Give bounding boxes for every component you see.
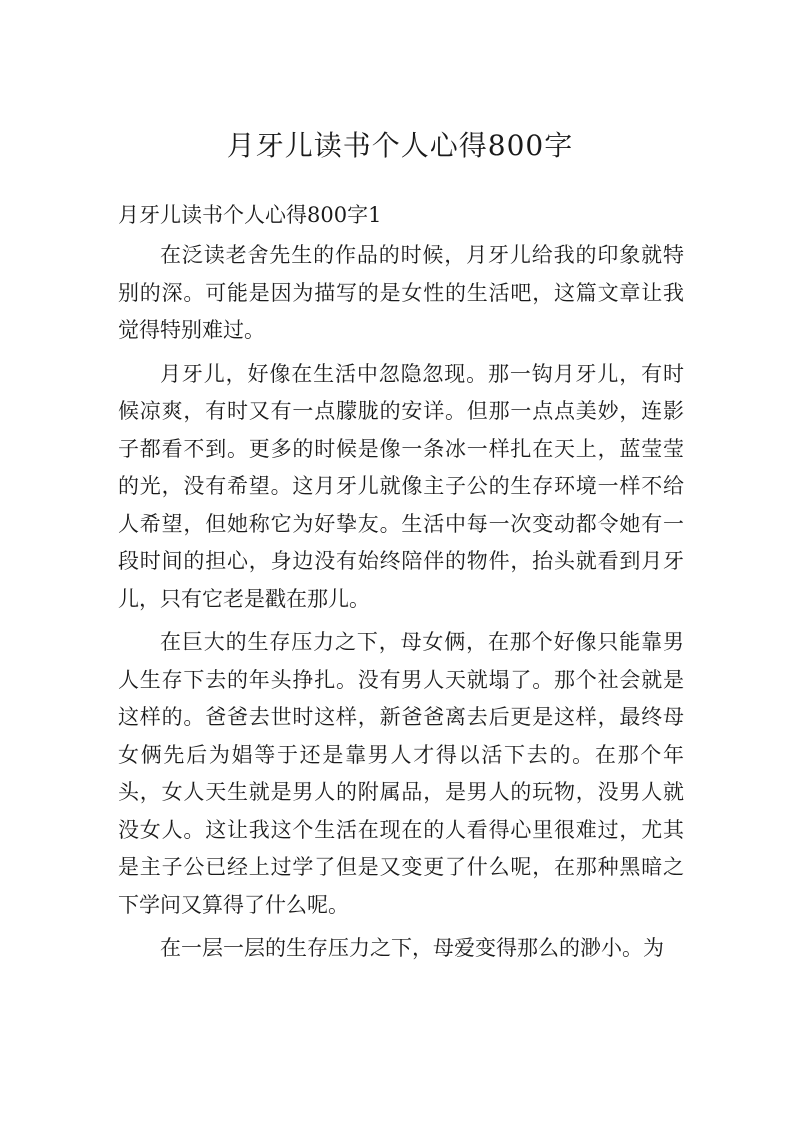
- document-title: 月牙儿读书个人心得800字: [226, 129, 574, 162]
- paragraph-2: 月牙儿，好像在生活中忽隐忽现。那一钩月牙儿，有时候凉爽，有时又有一点朦胧的安详。但那一点点美妙，连影子都看不到。更多的时候是像一条冰一样扎在天上，蓝莹莹的光，没有希望。这月牙儿就像主子公的生存环境一样不给人希望，但她称它为好挚友。生活中每一次变动都令她有一段时间的担心，身边没有始终陪伴的物件，抬头就看到月牙儿，只有它老是戳在那儿。: [118, 361, 684, 611]
- document-body: [118, 237, 684, 974]
- section-heading: 月牙儿读书个人心得800字1: [118, 203, 382, 227]
- paragraph-1: 在泛读老舍先生的作品的时候，月牙儿给我的印象就特别的深。可能是因为描写的是女性的生活吧，这篇文章让我觉得特别难过。: [118, 243, 684, 342]
- paragraph-3: 在巨大的生存压力之下，母女俩，在那个好像只能靠男人生存下去的年头挣扎。没有男人天就塌了。那个社会就是这样的。爸爸去世时这样，新爸爸离去后更是这样，最终母女俩先后为娼等于还是靠男人才得以活下去的。在那个年头，女人天生就是男人的附属品，是男人的玩物，没男人就没女人。这让我这个生活在现在的人看得心里很难过，尤其是主子公已经上过学了但是又变更了什么呢，在那种黑暗之下学问又算得了什么呢。: [118, 630, 684, 917]
- paragraph-4: 在一层一层的生存压力之下，母爱变得那么的渺小。为: [160, 936, 664, 960]
